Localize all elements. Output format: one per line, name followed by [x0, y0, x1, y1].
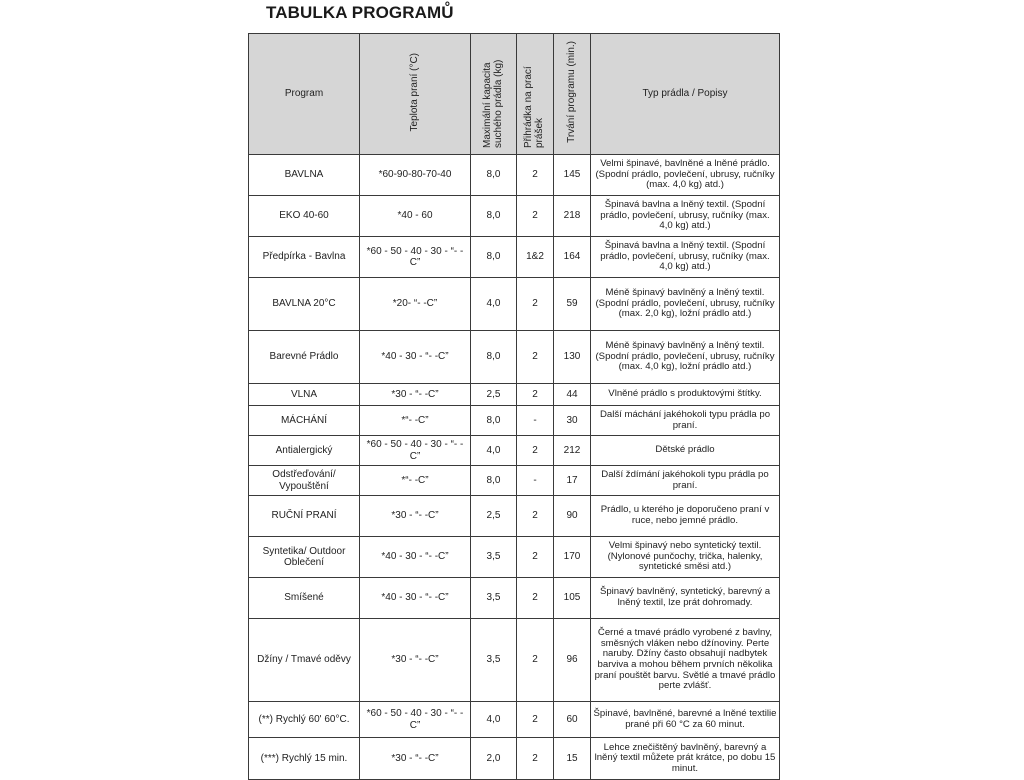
row-description: Prádlo, u kterého je doporučeno praní v ruce, nebo jemné prádlo.: [591, 496, 780, 537]
row-description: Vlněné prádlo s produktovými štítky.: [591, 384, 780, 406]
row-dispenser: -: [517, 406, 554, 436]
row-duration: 145: [554, 155, 591, 196]
table-row: [249, 578, 780, 619]
row-description: Špinavá bavlna a lněný textil. (Spodní prádlo, povlečení, ubrusy, ručníky (max. 4,0 kg) atd.): [591, 237, 780, 278]
row-dispenser: 2: [517, 278, 554, 331]
row-description: Dětské prádlo: [591, 436, 780, 466]
row-duration: 170: [554, 537, 591, 578]
row-capacity: 4,0: [471, 436, 517, 466]
table-row: [249, 155, 780, 196]
row-duration: 30: [554, 406, 591, 436]
table-row: [249, 331, 780, 384]
row-duration: 96: [554, 619, 591, 702]
row-temperature: *40 - 60: [360, 196, 471, 237]
row-program: BAVLNA 20°C: [249, 278, 360, 331]
row-capacity: 3,5: [471, 578, 517, 619]
row-dispenser: 2: [517, 155, 554, 196]
row-dispenser: 2: [517, 702, 554, 738]
row-duration: 105: [554, 578, 591, 619]
row-description: Špinavý bavlněný, syntetický, barevný a lněný textil, lze prát dohromady.: [591, 578, 780, 619]
row-capacity: 8,0: [471, 466, 517, 496]
header-temperature: [360, 34, 471, 155]
row-capacity: 8,0: [471, 196, 517, 237]
row-temperature: *30 - “- -C”: [360, 384, 471, 406]
row-duration: 164: [554, 237, 591, 278]
row-dispenser: -: [517, 466, 554, 496]
row-duration: 17: [554, 466, 591, 496]
row-temperature: *“- -C”: [360, 406, 471, 436]
row-capacity: 8,0: [471, 155, 517, 196]
row-temperature: *40 - 30 - “- -C”: [360, 537, 471, 578]
row-temperature: *“- -C”: [360, 466, 471, 496]
row-duration: 90: [554, 496, 591, 537]
header-dispenser: [517, 34, 554, 155]
row-temperature: *30 - “- -C”: [360, 496, 471, 537]
row-program: (**) Rychlý 60' 60°C.: [249, 702, 360, 738]
row-capacity: 3,5: [471, 537, 517, 578]
row-temperature: *30 - “- -C”: [360, 738, 471, 780]
row-capacity: 2,5: [471, 496, 517, 537]
table-row: [249, 496, 780, 537]
row-duration: 60: [554, 702, 591, 738]
row-program: MÁCHÁNÍ: [249, 406, 360, 436]
row-capacity: 8,0: [471, 406, 517, 436]
row-description: Špinavé, bavlněné, barevné a lněné textilie prané při 60 °C za 60 minut.: [591, 702, 780, 738]
table-row: [249, 196, 780, 237]
row-program: Antialergický: [249, 436, 360, 466]
row-program: EKO 40-60: [249, 196, 360, 237]
table-body: [249, 155, 780, 780]
row-description: Špinavá bavlna a lněný textil. (Spodní prádlo, povlečení, ubrusy, ručníky (max. 4,0 kg) atd.): [591, 196, 780, 237]
row-program: Odstřeďování/ Vypouštění: [249, 466, 360, 496]
header-duration: [554, 34, 591, 155]
row-capacity: 3,5: [471, 619, 517, 702]
row-description: Další máchání jakéhokoli typu prádla po praní.: [591, 406, 780, 436]
header-duration-label: Trvání programu (min.): [565, 41, 577, 144]
row-description: Méně špinavý bavlněný a lněný textil. (Spodní prádlo, povlečení, ubrusy, ručníky (max. 4,0 kg), ložní prádlo atd.): [591, 331, 780, 384]
row-capacity: 8,0: [471, 237, 517, 278]
table-row: [249, 466, 780, 496]
table-row: [249, 702, 780, 738]
row-dispenser: 2: [517, 496, 554, 537]
row-program: Předpírka - Bavlna: [249, 237, 360, 278]
row-dispenser: 1&2: [517, 237, 554, 278]
header-dispenser-label: Přihrádka na prací prášek: [523, 66, 545, 149]
row-description: Černé a tmavé prádlo vyrobené z bavlny, směsných vláken nebo džínoviny. Perte naruby. Džíny často obsahují nadbytek barviva a mohou během prvních několika praní pouštět barvu. Světlé a tmavé prádlo perte zvlášť.: [591, 619, 780, 702]
row-program: Barevné Prádlo: [249, 331, 360, 384]
row-capacity: 8,0: [471, 331, 517, 384]
row-description: Méně špinavý bavlněný a lněný textil. (Spodní prádlo, povlečení, ubrusy, ručníky (max. 2,0 kg), ložní prádlo atd.): [591, 278, 780, 331]
table-row: [249, 237, 780, 278]
row-duration: 212: [554, 436, 591, 466]
programs-table: [248, 33, 780, 780]
row-duration: 130: [554, 331, 591, 384]
row-dispenser: 2: [517, 738, 554, 780]
row-dispenser: 2: [517, 619, 554, 702]
row-program: Syntetika/ Outdoor Oblečení: [249, 537, 360, 578]
page-title: TABULKA PROGRAMŮ: [266, 3, 454, 22]
row-program: RUČNÍ PRANÍ: [249, 496, 360, 537]
row-temperature: *60 - 50 - 40 - 30 - “- -C”: [360, 702, 471, 738]
row-temperature: *40 - 30 - “- -C”: [360, 578, 471, 619]
row-program: BAVLNA: [249, 155, 360, 196]
row-duration: 15: [554, 738, 591, 780]
header-temperature-label: Teplota praní (°C): [408, 53, 420, 132]
header-description: Typ prádla / Popisy: [591, 34, 780, 155]
row-dispenser: 2: [517, 331, 554, 384]
row-program: (***) Rychlý 15 min.: [249, 738, 360, 780]
row-temperature: *30 - “- -C”: [360, 619, 471, 702]
row-program: Smíšené: [249, 578, 360, 619]
table-row: [249, 619, 780, 702]
header-capacity-label: Maximální kapacita suchého prádla (kg): [481, 60, 504, 149]
table-row: [249, 738, 780, 780]
row-dispenser: 2: [517, 384, 554, 406]
row-temperature: *40 - 30 - “- -C”: [360, 331, 471, 384]
row-description: Velmi špinavé, bavlněné a lněné prádlo. (Spodní prádlo, povlečení, ubrusy, ručníky (max. 4,0 kg) atd.): [591, 155, 780, 196]
row-capacity: 2,0: [471, 738, 517, 780]
row-duration: 218: [554, 196, 591, 237]
row-temperature: *60 - 50 - 40 - 30 - “- -C”: [360, 237, 471, 278]
row-temperature: *60 - 50 - 40 - 30 - “- -C”: [360, 436, 471, 466]
row-dispenser: 2: [517, 196, 554, 237]
row-description: Lehce znečištěný bavlněný, barevný a lněný textil můžete prát krátce, po dobu 15 minut.: [591, 738, 780, 780]
table-row: [249, 384, 780, 406]
table-row: [249, 436, 780, 466]
header-program: Program: [249, 34, 360, 155]
table-header-row: [249, 34, 780, 155]
row-description: Další ždímání jakéhokoli typu prádla po praní.: [591, 466, 780, 496]
row-capacity: 2,5: [471, 384, 517, 406]
row-program: VLNA: [249, 384, 360, 406]
table-row: [249, 278, 780, 331]
row-capacity: 4,0: [471, 278, 517, 331]
row-dispenser: 2: [517, 436, 554, 466]
table-row: [249, 406, 780, 436]
row-temperature: *60-90-80-70-40: [360, 155, 471, 196]
row-description: Velmi špinavý nebo syntetický textil. (Nylonové punčochy, trička, halenky, syntetické směsi atd.): [591, 537, 780, 578]
row-duration: 44: [554, 384, 591, 406]
row-dispenser: 2: [517, 537, 554, 578]
row-capacity: 4,0: [471, 702, 517, 738]
table-row: [249, 537, 780, 578]
row-dispenser: 2: [517, 578, 554, 619]
row-temperature: *20- “- -C”: [360, 278, 471, 331]
row-program: Džíny / Tmavé oděvy: [249, 619, 360, 702]
header-capacity: [471, 34, 517, 155]
row-duration: 59: [554, 278, 591, 331]
